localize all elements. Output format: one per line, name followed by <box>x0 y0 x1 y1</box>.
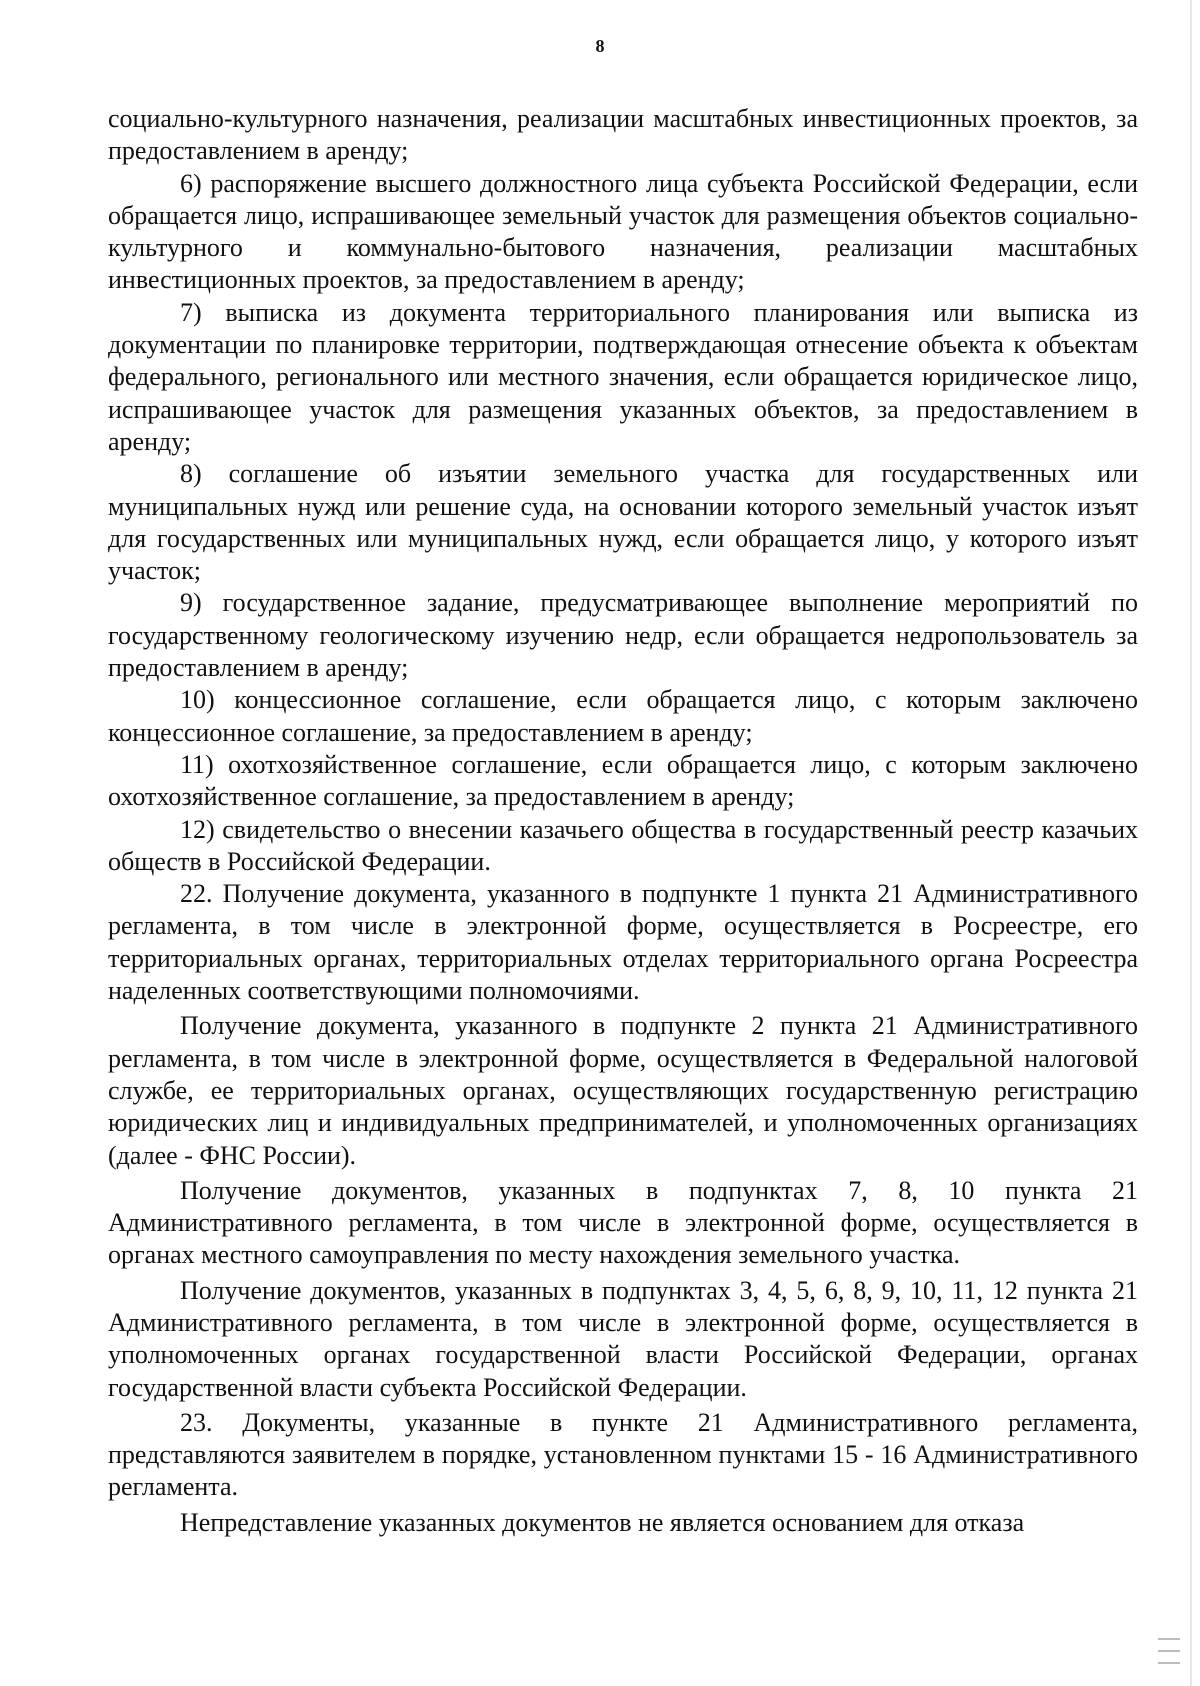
paragraph-clause-23: 23. Документы, указанные в пункте 21 Административного регламента, представляются заявителем в порядке, установленном пунктами 15 - 16 Административного регламента. <box>108 1407 1138 1502</box>
page-number: 8 <box>595 36 605 56</box>
paragraph-item-11: 11) охотхозяйственное соглашение, если обращается лицо, с которым заключено охотхозяйственное соглашение, за предоставлением в аренду; <box>108 749 1138 812</box>
paragraph-continuation: социально-культурного назначения, реализации масштабных инвестиционных проектов, за предоставлением в аренду; <box>108 104 1138 166</box>
scan-mark <box>1158 1662 1180 1664</box>
paragraph-item-12: 12) свидетельство о внесении казачьего общества в государственный реестр казачьих обществ в Российской Федерации. <box>108 814 1138 876</box>
paragraph-fns: Получение документа, указанного в подпункте 2 пункта 21 Административного регламента, в том числе в электронной форме, осуществляется в Федеральной налоговой службе, ее территориальных органах, осуществляющих государственную регистрацию юридических лиц и индивидуальных предпринимателей, и уполномоченных организациях (далее - ФНС России). <box>108 1011 1138 1170</box>
paragraph-non-submission: Непредставление указанных документов не является основанием для отказа <box>180 1507 1025 1537</box>
paragraph-item-6: 6) распоряжение высшего должностного лица субъекта Российской Федерации, если обращается лицо, испрашивающее земельный участок для размещения объектов социально-культурного и коммунально-бытового назначения, реализации масштабных инвестиционных проектов, за предоставлением в аренду; <box>108 168 1138 295</box>
scan-edge <box>1190 0 1192 1686</box>
paragraph-item-7: 7) выписка из документа территориального планирования или выписка из документации по планировке территории, подтверждающая отнесение объекта к объектам федерального, регионального или местного значения, если обращается юридическое лицо, испрашивающее участок для размещения указанных объектов, за предоставлением в аренду; <box>108 297 1138 456</box>
paragraph-state-authorities: Получение документов, указанных в подпунктах 3, 4, 5, 6, 8, 9, 10, 11, 12 пункта 21 Административного регламента, в том числе в электронной форме, осуществляется в уполномоченных органах государственной власти Российской Федерации, органах государственной власти субъекта Российской Федерации. <box>108 1275 1138 1402</box>
paragraph-clause-22: 22. Получение документа, указанного в подпункте 1 пункта 21 Административного регламента, в том числе в электронной форме, осуществляется в Росреестре, его территориальных органах, территориальных отделах территориального органа Росреестра наделенных соответствующими полномочиями. <box>108 879 1138 1006</box>
scan-mark <box>1158 1638 1180 1640</box>
paragraph-local-government: Получение документов, указанных в подпунктах 7, 8, 10 пункта 21 Административного регламента, в том числе в электронной форме, осуществляется в органах местного самоуправления по месту нахождения земельного участка. <box>108 1175 1138 1270</box>
paragraph-item-9: 9) государственное задание, предусматривающее выполнение мероприятий по государственному геологическому изучению недр, если обращается недропользователь за предоставлением в аренду; <box>108 588 1138 683</box>
paragraph-item-8: 8) соглашение об изъятии земельного участка для государственных или муниципальных нужд или решение суда, на основании которого земельный участок изъят для государственных или муниципальных нужд, если обращается лицо, у которого изъят участок; <box>108 459 1138 586</box>
paragraph-item-10: 10) концессионное соглашение, если обращается лицо, с которым заключено концессионное соглашение, за предоставлением в аренду; <box>108 685 1138 747</box>
scan-mark <box>1158 1650 1180 1652</box>
document-body <box>108 103 1138 1539</box>
